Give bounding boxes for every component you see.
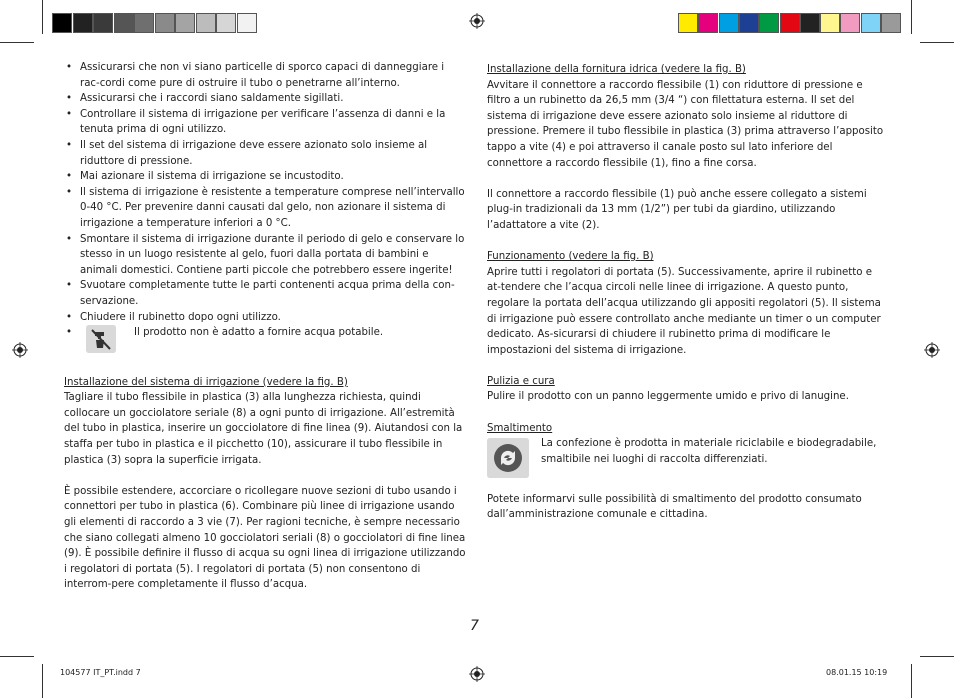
right-column <box>487 62 888 523</box>
water-note: • Il prodotto non è adatto a fornire acqua potabile. <box>134 327 384 339</box>
crop-mark <box>911 664 912 698</box>
color-swatch <box>698 13 718 33</box>
color-swatch <box>861 13 881 33</box>
color-swatch <box>840 13 860 33</box>
water-supply-paragraph-1: Avvitare il connettore a raccordo flessibile (1) con riduttore di pressione e filtro a un rubinetto da 26,5 mm (3/4 “) con filettatura esterna. Il set del sistema di irrigazione deve essere azionato solo insieme al riduttore di pressione. Premere il tubo flessibile in plastica (3) prima attraverso l’apposito tappo a vite (4) e poi attraverso il canale posto sul lato inferiore del connettore a raccordo flessibile (1), fino a fine corsa. <box>487 79 884 169</box>
registration-mark-icon <box>12 342 28 358</box>
color-swatch <box>216 13 236 33</box>
list-item: • Il set del sistema di irrigazione deve essere azionato solo insieme al riduttore di pressione. <box>64 138 466 169</box>
operation-heading: Funzionamento (vedere la fig. B) <box>487 251 654 263</box>
install-heading: Installazione del sistema di irrigazione (vedere la fig. B) <box>64 376 348 388</box>
crop-mark <box>0 656 34 657</box>
water-supply-paragraph-2: Il connettore a raccordo flessibile (1) può anche essere collegato a sistemi plug-in tradizionali da 13 mm (1/2”) per tubi da giardino, utilizzando l’adattatore a vite (2). <box>487 188 867 231</box>
color-swatch <box>678 13 698 33</box>
list-item-water-warning <box>64 325 466 359</box>
color-swatch <box>114 13 134 33</box>
list-item: • Il sistema di irrigazione è resistente a temperature comprese nell’intervallo 0-40 °C. Per prevenire danni causati dal gelo, non azionare il sistema di irrigazione a temperature inferiori a 0 °C. <box>64 185 466 232</box>
color-swatch <box>800 13 820 33</box>
color-swatch <box>175 13 195 33</box>
crop-mark <box>42 0 43 34</box>
safety-bullet-list <box>64 60 466 359</box>
crop-mark <box>42 664 43 698</box>
footer-file-info: 104577 IT_PT.indd 7 <box>60 668 141 677</box>
crop-mark <box>0 42 34 43</box>
disposal-paragraph-2: Potete informarvi sulle possibilità di smaltimento del prodotto consumato dall’amministrazione comunale e cittadina. <box>487 493 862 521</box>
color-swatch <box>155 13 175 33</box>
color-swatch <box>73 13 93 33</box>
list-item: • Smontare il sistema di irrigazione durante il periodo di gelo e conservare lo stesso in un luogo resistente al gelo, fuori dalla portata di bambini e animali domestici. Contiene parti piccole che potrebbero essere ingerite! <box>64 232 466 279</box>
list-item: • Assicurarsi che i raccordi siano saldamente sigillati. <box>64 91 466 107</box>
list-item: • Chiudere il rubinetto dopo ogni utilizzo. <box>64 310 466 326</box>
disposal-paragraph: La confezione è prodotta in materiale riciclabile e biodegradabile, smaltibile nei luoghi di raccolta differenziati. <box>541 438 877 465</box>
crop-mark <box>920 656 954 657</box>
page-number: 7 <box>470 618 479 634</box>
water-supply-heading: Installazione della fornitura idrica (vedere la fig. B) <box>487 64 746 75</box>
cleaning-paragraph: Pulire il prodotto con un panno leggermente umido e privo di lanugine. <box>487 391 849 403</box>
color-swatch <box>881 13 901 33</box>
color-swatch <box>237 13 257 33</box>
color-swatch <box>780 13 800 33</box>
color-swatch <box>759 13 779 33</box>
color-swatch <box>52 13 72 33</box>
list-item: • Controllare il sistema di irrigazione per verificare l’assenza di danni e la tenuta prima di ogni utilizzo. <box>64 107 466 138</box>
color-swatch <box>93 13 113 33</box>
disposal-heading: Smaltimento <box>487 422 553 434</box>
registration-mark-icon <box>924 342 940 358</box>
color-swatch <box>719 13 739 33</box>
registration-mark-icon <box>469 666 485 682</box>
cleaning-heading: Pulizia e cura <box>487 375 555 387</box>
crop-mark <box>911 0 912 34</box>
registration-mark-icon <box>469 13 485 29</box>
list-item: • Svuotare completamente tutte le parti contenenti acqua prima della con-servazione. <box>64 278 466 309</box>
install-paragraph-1: Tagliare il tubo flessibile in plastica (3) alla lunghezza richiesta, quindi collocare un gocciolatore seriale (8) a ogni punto di irrigazione. All’estremità del tubo in plastica, inserire un gocciolatore di fine linea (9). Aiutandosi con la staffa per tubo in plastica e il picchetto (10), assicurare il tubo flessibile in plastica (3) sopra la superficie irrigata. <box>64 392 463 466</box>
no-drinking-water-icon <box>86 325 116 353</box>
list-item: • Mai azionare il sistema di irrigazione se incustodito. <box>64 169 466 185</box>
operation-paragraph: Aprire tutti i regolatori di portata (5). Successivamente, aprire il rubinetto e at-tendere che l’acqua circoli nelle linee di irrigazione. A questo punto, regolare la portata dell’acqua utilizzando gli appositi regolatori (5). Il sistema di irrigazione può essere controllato anche mediante un timer o un computer dedicato. As-sicurarsi di chiudere il rubinetto prima di modificare le impostazioni del sistema di irrigazione. <box>487 266 881 356</box>
color-swatch <box>134 13 154 33</box>
crop-mark <box>920 42 954 43</box>
disposal-block <box>487 436 888 476</box>
install-paragraph-2: È possibile estendere, accorciare o ricollegare nuove sezioni di tubo usando i connettori per tubo in plastica (6). Combinare più linee di irrigazione usando gli elementi di raccordo a 3 vie (7). Per ragioni tecniche, è sempre necessario che siano collegati almeno 10 gocciolatori seriali (8) o gocciolatori di fine linea (9). È possibile definire il flusso di acqua su ogni linea di irrigazione utilizzando i regolatori di portata (5). I regolatori di portata (5) non consentono di interrom-pere completamente il flusso d’acqua. <box>64 485 466 591</box>
color-swatch <box>820 13 840 33</box>
color-swatch <box>196 13 216 33</box>
left-column <box>64 60 466 593</box>
green-dot-icon <box>487 438 529 478</box>
footer-timestamp: 08.01.15 10:19 <box>826 668 888 677</box>
list-item: • Assicurarsi che non vi siano particelle di sporco capaci di danneggiare i rac-cordi come pure di ostruire il tubo o penetrarne all’interno. <box>64 60 466 91</box>
color-swatch <box>739 13 759 33</box>
